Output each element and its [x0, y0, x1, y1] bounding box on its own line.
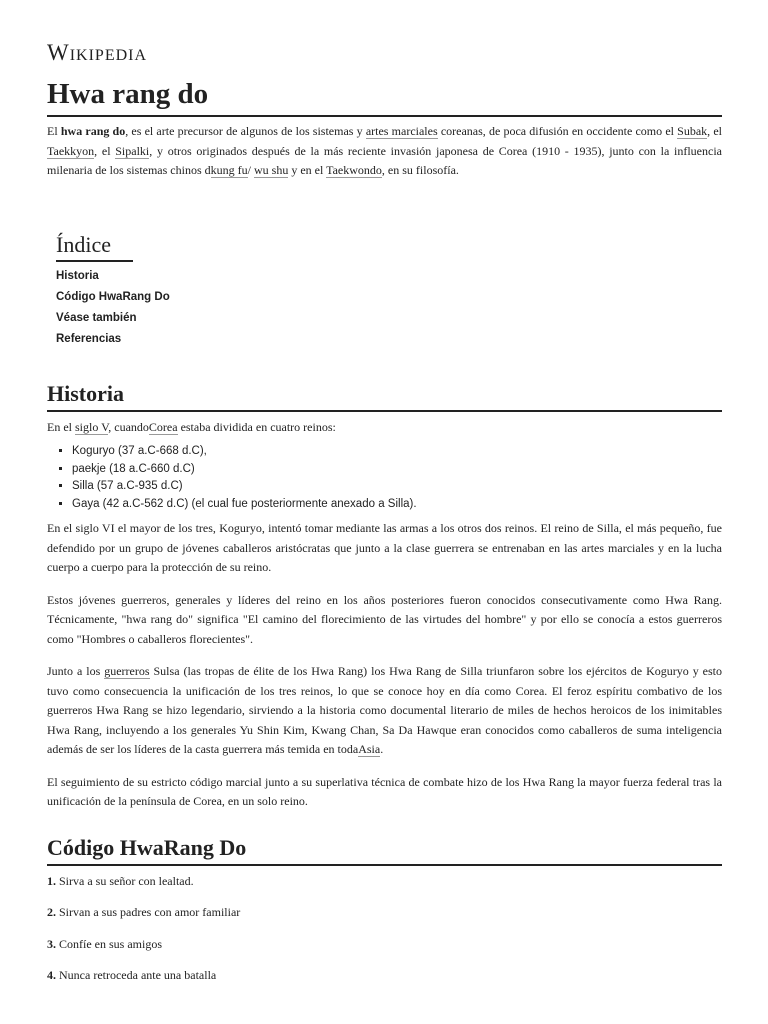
code-item-3	[47, 935, 722, 955]
toc-item-referencias[interactable]: Referencias	[56, 332, 122, 345]
code-number: 3.	[47, 936, 56, 951]
section-heading-codigo: Código HwaRang Do	[47, 834, 722, 866]
code-text: Sirva a su señor con lealtad.	[56, 873, 194, 888]
intro-text: , y otros originados después de la más reciente invasión japonesa de Corea (1910 - 1935), junto con la influencia milenaria de los sistemas chinos d	[47, 143, 722, 177]
intro-text: , el	[94, 143, 116, 158]
section-heading-historia: Historia	[47, 380, 722, 412]
code-text: Confíe en sus amigos	[56, 936, 162, 951]
page-title: Hwa rang do	[47, 78, 722, 117]
historia-lead	[47, 418, 722, 438]
code-item-1	[47, 872, 722, 892]
list-item: ▪ Silla (57 a.C-935 d.C)	[72, 478, 722, 496]
link-asia[interactable]: Asia	[358, 742, 381, 756]
code-number: 1.	[47, 873, 56, 888]
link-taekwondo[interactable]: Taekwondo	[326, 163, 382, 177]
intro-bold-term: hwa rang do	[60, 124, 126, 138]
code-number: 4.	[47, 968, 56, 982]
link-kung-fu[interactable]: kung fu	[210, 163, 248, 177]
historia-paragraph-3	[47, 662, 722, 760]
kingdoms-list	[47, 443, 722, 513]
list-item: ▪ Gaya (42 a.C-562 d.C) (el cual fue posteriormente anexado a Silla).	[72, 496, 722, 514]
link-sipalki[interactable]: Sipalki	[115, 143, 150, 158]
code-text: Sirvan a sus padres con amor familiar	[56, 905, 241, 919]
toc-item-historia[interactable]: Historia	[56, 269, 99, 282]
toc-title: Índice	[56, 230, 133, 262]
link-corea[interactable]: Corea	[148, 419, 178, 434]
toc-item-codigo[interactable]: Código HwaRang Do	[56, 290, 170, 303]
paragraph-text: Junto a los	[47, 664, 105, 678]
intro-text: coreanas, de poca difusión en occidente como el	[437, 124, 678, 138]
code-item-4	[47, 966, 722, 986]
link-artes-marciales[interactable]: artes marciales	[365, 124, 438, 138]
historia-paragraph-2: Estos jóvenes guerreros, generales y líderes del reino en los años posteriores fueron conocidos consecutivamente como Hwa Rang. Técnicamente, "hwa rang do" significa "El camino del florecimiento de las virtudes del hombre" y por ello se conocía a estos guerreros como "Hombres o caballeros florecientes".	[47, 592, 722, 646]
code-text: Nunca retroceda ante una batalla	[56, 968, 217, 982]
code-number: 2.	[47, 905, 56, 919]
paragraph-text: Sulsa (las tropas de élite de los Hwa Rang) los Hwa Rang de Silla triunfaron sobre los ejércitos de Koguryo y esto tuvo como consecuencia la unificación de los tres reinos, lo que se conoce hoy en día como Corea. El feroz espíritu combativo de los guerreros Hwa Rang se hizo legendario, sirviendo a la historia como documental literario de miles de hechos heroicos de los inimitables Hwa Rang, incluyendo a los generales Yu Shin Kim, Kwang Chan, Sa Da Hawque eran conocidos como caballeros de suma inteligencia además de ser los líderes de la casta guerrera más temida en toda	[47, 664, 722, 756]
intro-text: El	[47, 124, 61, 138]
intro-text: /	[247, 163, 254, 177]
list-item: ▪ paekje (18 a.C-660 d.C)	[72, 461, 722, 479]
historia-paragraph-1: En el siglo VI el mayor de los tres, Koguryo, intentó tomar mediante las armas a los otros dos reinos. El reino de Silla, el más pequeño, fue defendido por un grupo de jóvenes caballeros aristócratas que junto a la clase guerrera se entrenaban en las artes marciales y en la lucha cuerpo a cuerpo para la protección de su reino.	[47, 521, 722, 574]
intro-text: , el	[707, 124, 723, 138]
toc-item-vease-tambien[interactable]: Véase también	[56, 311, 137, 324]
list-item: ▪ Koguryo (37 a.C-668 d.C),	[72, 443, 722, 461]
lead-text: estaba dividida en cuatro reinos:	[177, 419, 336, 434]
link-siglo-v[interactable]: siglo V	[75, 419, 109, 434]
lead-text: , cuando	[108, 419, 149, 434]
intro-text: , es el arte precursor de algunos de los sistemas y	[125, 124, 366, 138]
intro-text: y en el	[288, 163, 327, 177]
link-wu-shu[interactable]: wu shu	[253, 163, 289, 177]
intro-text: , en su filosofía.	[381, 163, 459, 177]
paragraph-text: .	[380, 742, 384, 756]
article-body	[47, 122, 722, 998]
table-of-contents	[56, 230, 722, 350]
historia-paragraph-4: El seguimiento de su estricto código marcial junto a su superlativa técnica de combate hizo de los Hwa Rang la mayor fuerza federal tras la unificación de la península de Corea, en un solo reino.	[47, 774, 722, 808]
link-taekkyon[interactable]: Taekkyon	[47, 143, 95, 158]
link-subak[interactable]: Subak	[677, 124, 708, 138]
wikipedia-logo[interactable]: Wikipedia	[47, 40, 148, 65]
intro-paragraph	[47, 122, 722, 181]
lead-text: En el	[47, 419, 75, 434]
link-guerreros[interactable]: guerreros	[104, 664, 150, 678]
code-item-2	[47, 903, 722, 923]
